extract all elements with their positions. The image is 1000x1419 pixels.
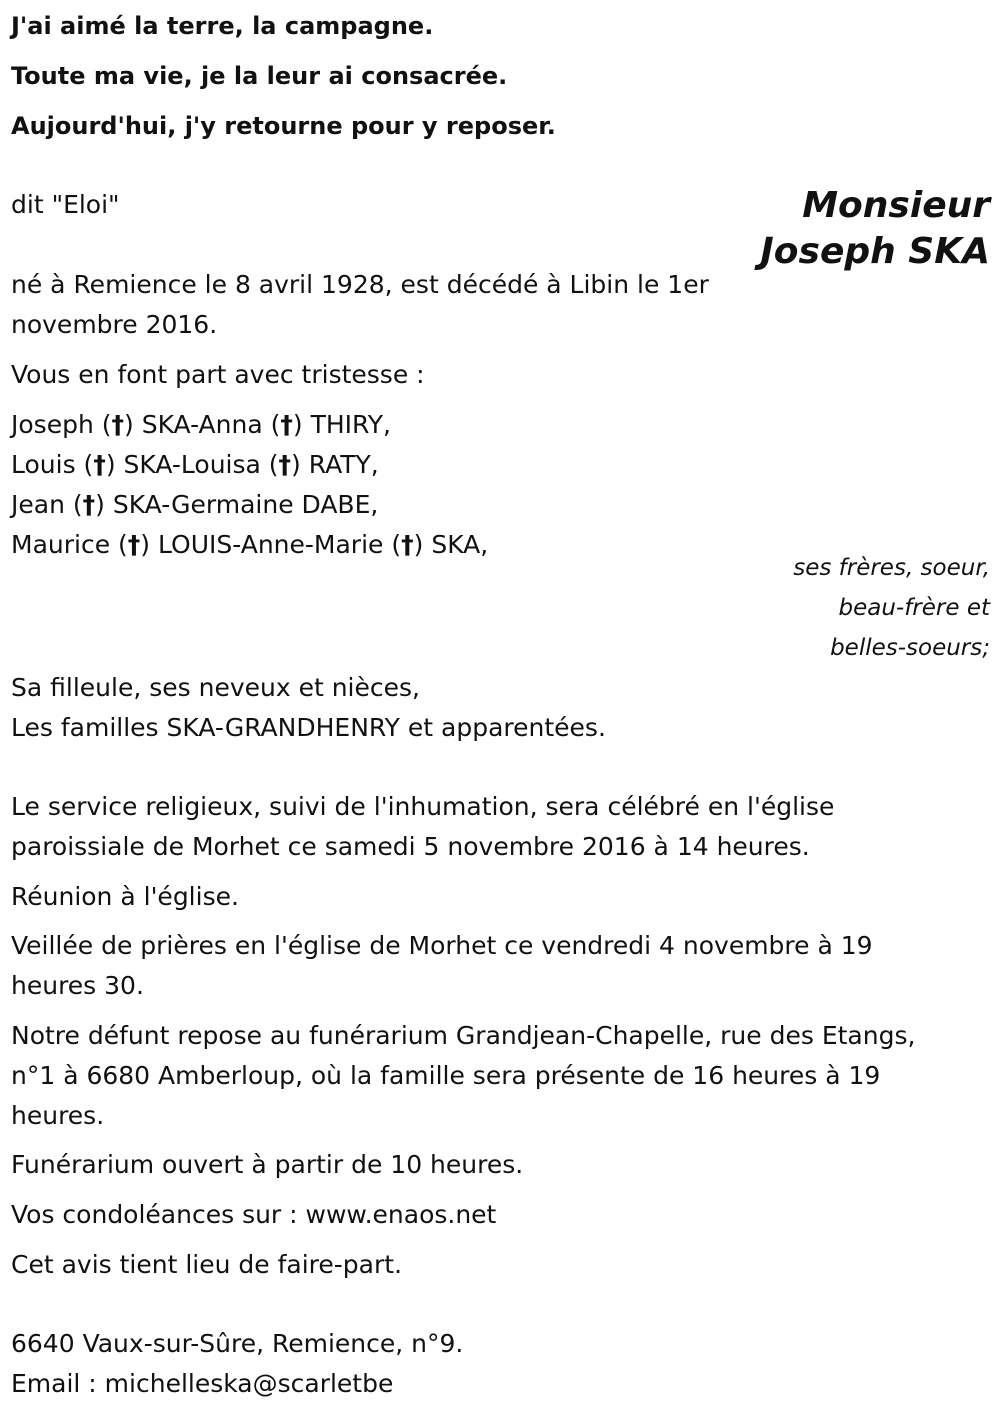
service-text: Réunion à l'église.	[11, 882, 239, 911]
service-text: Cet avis tient lieu de faire-part.	[11, 1250, 403, 1279]
birth-death-text: né à Remience le 8 avril 1928, est décédé à Libin le 1er	[11, 270, 709, 299]
service-text: paroissiale de Morhet ce samedi 5 novembre 2016 à 14 heures.	[11, 832, 810, 861]
honorific: Monsieur	[802, 185, 990, 226]
address: 6640 Vaux-sur-Sûre, Remience, n°9.	[11, 1329, 464, 1358]
family-relation: ses frères, soeur, beau-frère et belles-soeurs;	[793, 555, 990, 661]
service-text: n°1 à 6680 Amberloup, où la famille sera présente de 16 heures à 19	[11, 1061, 881, 1090]
service-text: heures 30.	[11, 971, 144, 1000]
cross-icon: †	[278, 450, 292, 479]
cross-icon: †	[93, 450, 106, 479]
nickname: dit "Eloi"	[11, 190, 120, 219]
birth-death-text: novembre 2016.	[11, 310, 218, 339]
cross-icon: †	[280, 410, 293, 439]
family-member: Joseph (†) SKA-Anna (†) THIRY,	[11, 410, 392, 439]
cross-icon: †	[401, 530, 414, 559]
service-text: Veillée de prières en l'église de Morhet ce vendredi 4 novembre à 19	[11, 931, 873, 960]
service-text: Vos condoléances sur : www.enaos.net	[11, 1200, 497, 1229]
relatives-line: Sa filleule, ses neveux et nièces,	[11, 673, 420, 702]
service-text: Funérarium ouvert à partir de 10 heures.	[11, 1150, 524, 1179]
service-text: heures.	[11, 1101, 105, 1130]
epigraph-line: Toute ma vie, je la leur ai consacrée.	[11, 62, 508, 90]
cross-icon: †	[127, 530, 141, 559]
family-member: Maurice (†) LOUIS-Anne-Marie (†) SKA,	[11, 530, 489, 559]
email: Email : michelleska@scarletbe	[11, 1369, 394, 1398]
announcement: Vous en font part avec tristesse :	[11, 360, 425, 389]
family-member: Jean (†) SKA-Germaine DABE,	[11, 490, 379, 519]
service-text: Le service religieux, suivi de l'inhumation, sera célébré en l'église	[11, 792, 835, 821]
deceased-title	[760, 183, 990, 275]
cross-icon: †	[82, 490, 96, 519]
cross-icon: †	[111, 410, 124, 439]
deceased-name: Joseph SKA	[760, 231, 990, 272]
service-text: Notre défunt repose au funérarium Grandjean-Chapelle, rue des Etangs,	[11, 1021, 916, 1050]
relatives-line: Les familles SKA-GRANDHENRY et apparentées.	[11, 713, 606, 742]
epigraph-line: J'ai aimé la terre, la campagne.	[11, 12, 434, 40]
epigraph-line: Aujourd'hui, j'y retourne pour y reposer.	[11, 112, 556, 140]
family-member: Louis (†) SKA-Louisa (†) RATY,	[11, 450, 379, 479]
